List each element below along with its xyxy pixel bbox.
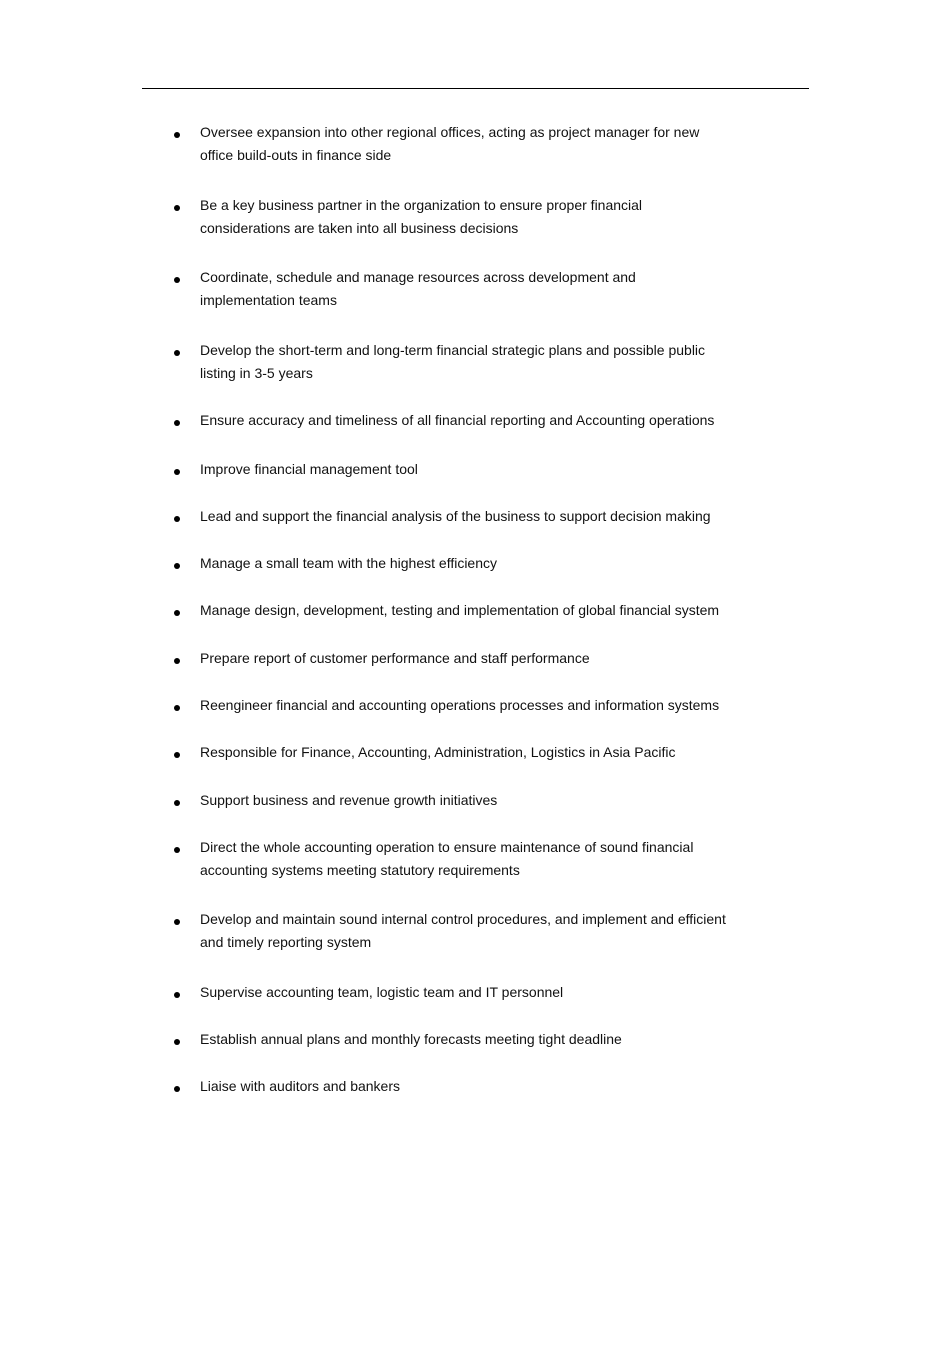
bullet-icon (174, 469, 180, 475)
list-item-text: Be a key business partner in the organization to ensure proper financial considerations are taken into all business decisions (200, 197, 643, 236)
bullet-icon (174, 1086, 180, 1092)
list-item-text: Ensure accuracy and timeliness of all financial reporting and Accounting operations (200, 412, 715, 428)
list-item-text: Lead and support the financial analysis of the business to support decision making (200, 508, 711, 524)
bullet-icon (174, 132, 180, 138)
bullet-icon (174, 610, 180, 616)
bullet-icon (174, 800, 180, 806)
bullet-icon (174, 992, 180, 998)
list-item-text: Develop and maintain sound internal control procedures, and implement and efficient and timely reporting system (200, 911, 726, 950)
bullet-icon (174, 1039, 180, 1045)
list-item-text: Develop the short-term and long-term financial strategic plans and possible public listing in 3-5 years (200, 342, 706, 381)
list-item-text: Establish annual plans and monthly forecasts meeting tight deadline (200, 1031, 622, 1047)
list-item-text: Supervise accounting team, logistic team and IT personnel (200, 984, 564, 1000)
bullet-icon (174, 350, 180, 356)
list-item-text: Improve financial management tool (200, 461, 418, 477)
bullet-icon (174, 420, 180, 426)
list-item-text: Responsible for Finance, Accounting, Administration, Logistics in Asia Pacific (200, 744, 676, 760)
list-item-text: Prepare report of customer performance and staff performance (200, 650, 590, 666)
list-item-text: Reengineer financial and accounting operations processes and information systems (200, 697, 720, 713)
list-item-text: Manage design, development, testing and implementation of global financial system (200, 602, 720, 618)
bullet-icon (174, 847, 180, 853)
list-item-text: Direct the whole accounting operation to ensure maintenance of sound financial accounting systems meeting statutory requirements (200, 839, 694, 878)
bullet-icon (174, 705, 180, 711)
list-item-text: Liaise with auditors and bankers (200, 1078, 401, 1094)
bullet-icon (174, 205, 180, 211)
bullet-icon (174, 919, 180, 925)
bullet-icon (174, 563, 180, 569)
list-item-text: Manage a small team with the highest efficiency (200, 555, 498, 571)
list-item-text: Coordinate, schedule and manage resources across development and implementation teams (200, 269, 636, 308)
bullet-icon (174, 516, 180, 522)
list-item-text: Support business and revenue growth initiatives (200, 792, 498, 808)
bullet-icon (174, 277, 180, 283)
list-item-text: Oversee expansion into other regional offices, acting as project manager for new office build-outs in finance side (200, 124, 700, 163)
bullet-icon (174, 658, 180, 664)
header-rule (142, 88, 809, 89)
bullet-icon (174, 752, 180, 758)
